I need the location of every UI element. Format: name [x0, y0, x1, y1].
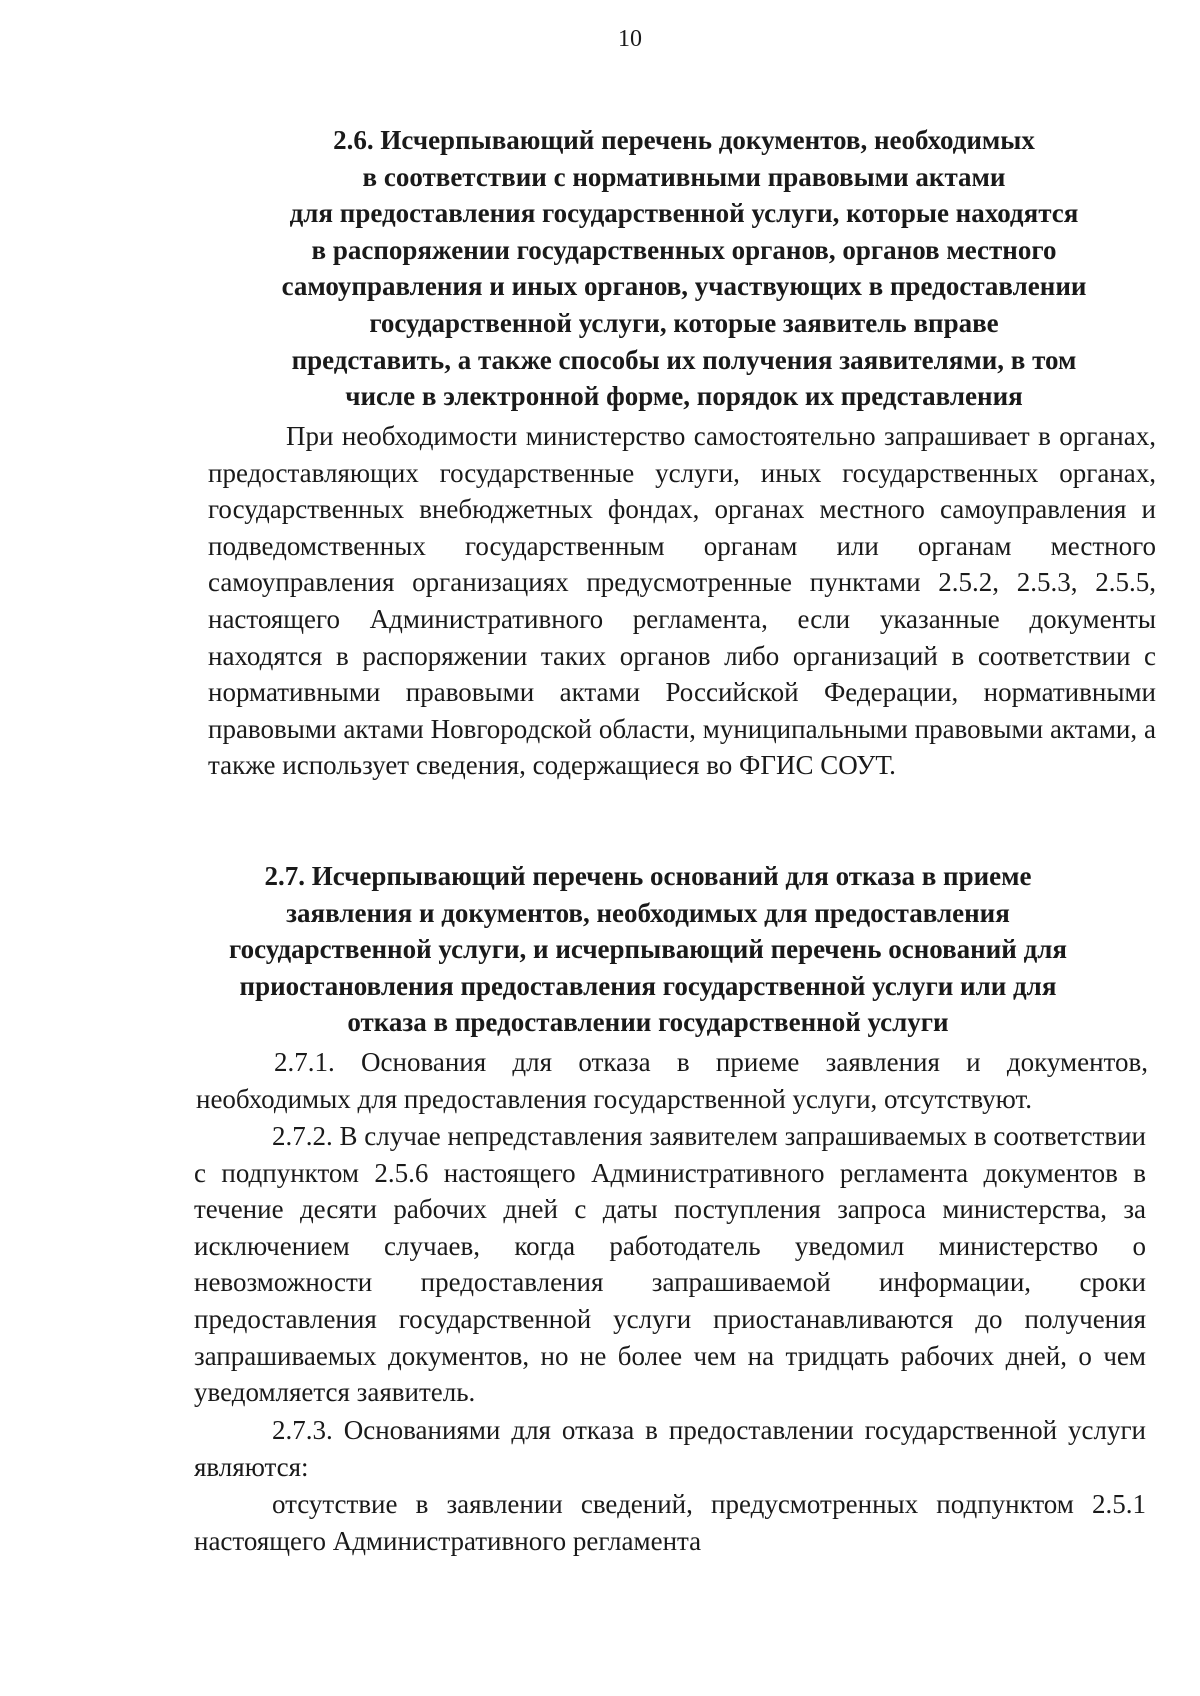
heading-line: числе в электронной форме, порядок их представления	[345, 381, 1023, 412]
heading-line: представить, а также способы их получения заявителями, в том	[291, 344, 1077, 375]
heading-line: государственной услуги, которые заявитель вправе	[369, 307, 999, 338]
heading-line: государственной услуги, и исчерпывающий перечень оснований для	[228, 934, 1068, 965]
heading-line: приостановления предоставления государственной услуги или для	[239, 970, 1057, 1001]
section-2-6-paragraph: При необходимости министерство самостоятельно запрашивает в органах, предоставляющих государственные услуги, иных государственных органах, государственных внебюджетных фондах, органах местного самоуправления и подведомственных государственным органам или органам местного самоуправления организациях предусмотренные пунктами 2.5.2, 2.5.3, 2.5.5, настоящего Административного регламента, если указанные документы находятся в распоряжении таких органов либо организаций в соответствии с нормативными правовыми актами Российской Федерации, нормативными правовыми актами Новгородской области, муниципальными правовыми актами, а также использует сведения, содержащиеся во ФГИС СОУТ.	[208, 421, 1156, 781]
heading-line: заявления и документов, необходимых для предоставления	[286, 897, 1010, 928]
heading-line: отказа в предоставлении государственной услуги	[347, 1007, 949, 1038]
paragraph-2-7-3: 2.7.3. Основаниями для отказа в предоставлении государственной услуги являются:	[194, 1415, 1146, 1482]
paragraph-2-7-1: 2.7.1. Основания для отказа в приеме заявления и документов, необходимых для предоставления государственной услуги, отсутствуют.	[196, 1047, 1148, 1114]
heading-line: 2.6. Исчерпывающий перечень документов, необходимых	[333, 125, 1035, 155]
section-2-6-heading	[208, 122, 1160, 415]
paragraph-2-7-2: 2.7.2. В случае непредставления заявителем запрашиваемых в соответствии с подпунктом 2.5.6 настоящего Административного регламента документов в течение десяти рабочих дней с даты поступления запроса министерства, за исключением случаев, когда работодатель уведомил министерство о невозможности предоставления запрашиваемой информации, сроки предоставления государственной услуги приостанавливаются до получения запрашиваемых документов, но не более чем на тридцать рабочих дней, о чем уведомляется заявитель.	[194, 1121, 1146, 1408]
page-number: 10	[618, 26, 642, 52]
heading-line: в распоряжении государственных органов, органов местного	[311, 234, 1057, 265]
heading-line: для предоставления государственной услуги, которые находятся	[289, 198, 1079, 229]
section-2-7-heading	[172, 858, 1124, 1041]
heading-line: в соответствии с нормативными правовыми актами	[362, 161, 1006, 192]
paragraph-refusal-ground-1: отсутствие в заявлении сведений, предусмотренных подпунктом 2.5.1 настоящего Административного регламента	[194, 1489, 1146, 1556]
heading-line: самоуправления и иных органов, участвующих в предоставлении	[281, 271, 1087, 302]
heading-line: 2.7. Исчерпывающий перечень оснований для отказа в приеме	[264, 861, 1032, 891]
